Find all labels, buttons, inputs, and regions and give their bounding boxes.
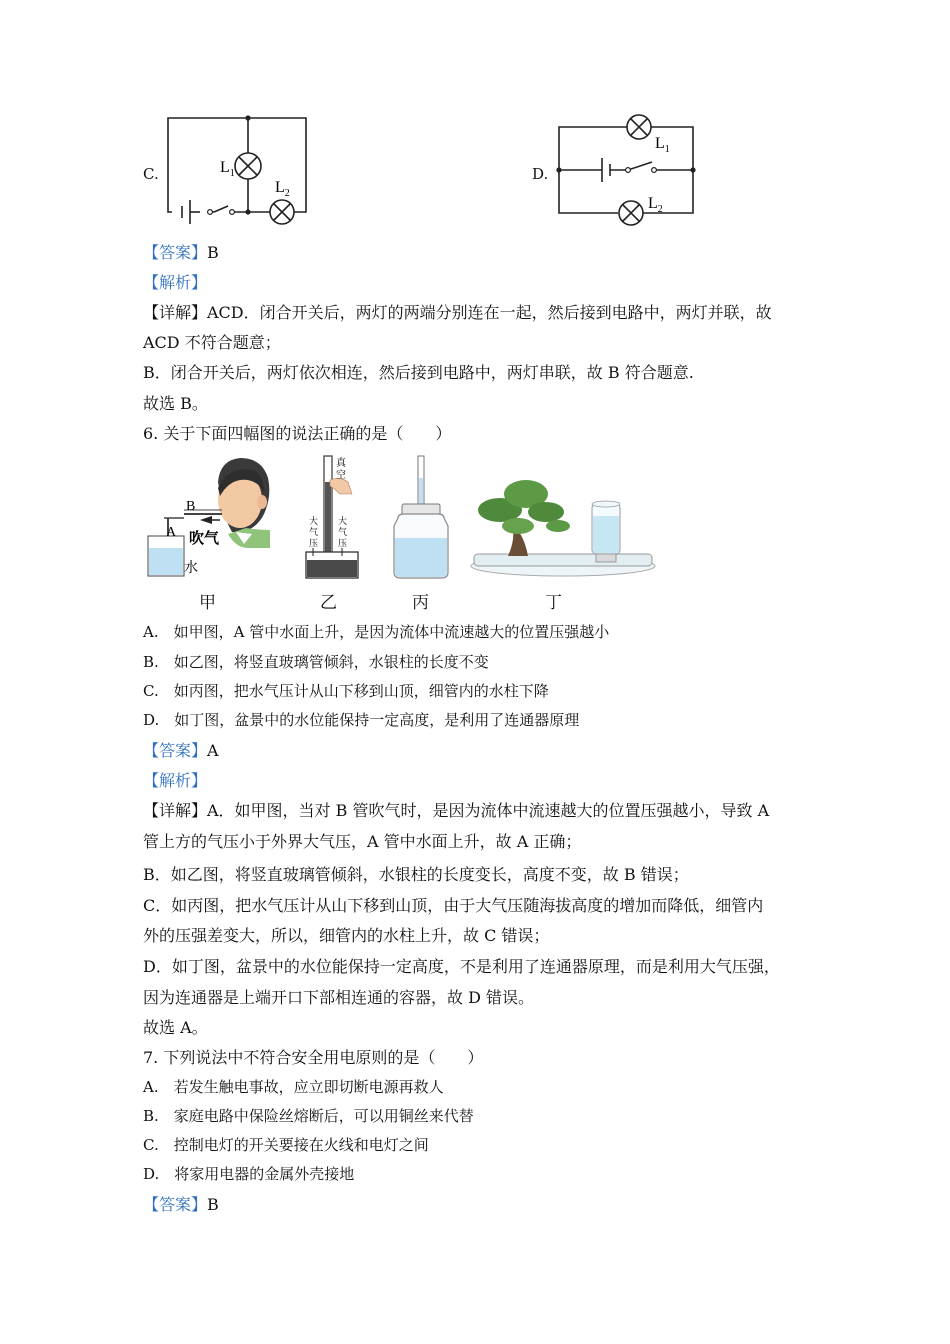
q6-detail-line-1: 【详解】A．如甲图，当对 B 管吹气时，是因为流体中流速越大的位置压强越小，导致 A — [143, 801, 770, 820]
c-l2-label: $L_2$ — [275, 179, 290, 199]
q6-detail-line-3: B．如乙图，将竖直玻璃管倾斜，水银柱的长度变长，高度不变，故 B 错误； — [143, 865, 689, 884]
jia-b-label: B — [186, 499, 196, 514]
q6-answer-line — [143, 738, 219, 761]
svg-text:气: 气 — [338, 527, 348, 537]
q7-option-c: C. 控制电灯的开关要接在火线和电灯之间 — [143, 1136, 429, 1154]
q7-option-a: A. 若发生触电事故，应立即切断电源再救人 — [143, 1078, 444, 1096]
circuit-diagram-c — [160, 108, 320, 233]
q6-option-d: D. 如丁图，盆景中的水位能保持一定高度，是利用了连通器原理 — [143, 711, 580, 729]
q5-detail-line-3: B．闭合开关后，两灯依次相连，然后接到电路中，两灯串联，故 B 符合题意. — [143, 363, 694, 382]
q7-option-b: B. 家庭电路中保险丝熔断后，可以用铜丝来代替 — [143, 1107, 474, 1125]
caption-ding: 丁 — [545, 593, 562, 613]
yi-atm-right — [338, 515, 347, 548]
c-l1-label: $L_1$ — [220, 159, 235, 179]
q5-answer: B — [207, 243, 219, 262]
jia-a-label: A — [166, 525, 177, 540]
svg-text:大: 大 — [338, 516, 348, 526]
caption-yi: 乙 — [320, 593, 337, 613]
q5-analysis-tag: 【解析】 — [143, 273, 208, 292]
q6-detail-line-5: 外的压强差变大，所以，细管内的水柱上升，故 C 错误； — [143, 926, 550, 945]
caption-bing: 丙 — [412, 593, 429, 613]
figure-yi-torricelli — [300, 452, 365, 582]
svg-text:压: 压 — [338, 538, 348, 548]
q5-conclusion: 故选 B。 — [143, 394, 208, 413]
q6-option-a: A. 如甲图，A 管中水面上升，是因为流体中流速越大的位置压强越小 — [143, 623, 610, 641]
d-l1-label: $L_1$ — [655, 135, 670, 155]
answer-tag: 【答案】 — [143, 741, 208, 760]
q6-option-b: B. 如乙图，将竖直玻璃管倾斜，水银柱的长度不变 — [143, 653, 489, 671]
jia-water-label: 水 — [184, 561, 198, 576]
q6-stem: 6. 关于下面四幅图的说法正确的是（ ） — [143, 424, 452, 443]
option-c-label: C. — [143, 165, 159, 183]
d-l2-label: $L_2$ — [648, 195, 663, 215]
option-d-label: D. — [532, 165, 549, 183]
q5-answer-line — [143, 240, 219, 263]
yi-atm-left — [309, 515, 318, 548]
svg-text:气: 气 — [309, 527, 319, 537]
yi-vacuum-1: 真 — [336, 458, 346, 469]
caption-jia: 甲 — [199, 593, 216, 613]
q6-detail-line-2: 管上方的气压小于外界大气压，A 管中水面上升，故 A 正确； — [143, 832, 582, 851]
svg-text:大: 大 — [309, 516, 319, 526]
jia-blow-label: 吹气 — [189, 531, 220, 547]
q7-option-d: D. 将家用电器的金属外壳接地 — [143, 1165, 355, 1183]
answer-tag: 【答案】 — [143, 1195, 208, 1214]
q6-analysis-tag: 【解析】 — [143, 771, 208, 790]
figure-jia-blowing-tube — [140, 452, 275, 582]
circuit-diagram-d — [552, 110, 702, 230]
q7-answer: B — [207, 1195, 219, 1214]
figure-ding-bonsai — [468, 468, 658, 580]
q5-detail-line-2: ACD 不符合题意； — [143, 333, 281, 352]
figure-bing-barometer-bottle — [388, 452, 456, 582]
svg-text:压: 压 — [309, 538, 319, 548]
q6-detail-line-6: D．如丁图，盆景中的水位能保持一定高度，不是利用了连通器原理，而是利用大气压强， — [143, 957, 780, 976]
q6-conclusion: 故选 A。 — [143, 1018, 208, 1037]
answer-tag: 【答案】 — [143, 243, 208, 262]
q7-stem: 7. 下列说法中不符合安全用电原则的是（ ） — [143, 1048, 484, 1067]
q5-detail-line-1: 【详解】ACD．闭合开关后，两灯的两端分别连在一起，然后接到电路中，两灯并联，故 — [143, 303, 772, 322]
q6-option-c: C. 如丙图，把水气压计从山下移到山顶，细管内的水柱下降 — [143, 682, 549, 700]
q6-detail-line-7: 因为连通器是上端开口下部相连通的容器，故 D 错误。 — [143, 988, 535, 1007]
q6-answer: A — [207, 741, 219, 760]
q7-answer-line — [143, 1192, 219, 1215]
q6-detail-line-4: C．如丙图，把水气压计从山下移到山顶，由于大气压随海拔高度的增加而降低，细管内 — [143, 896, 764, 915]
yi-vacuum-2: 空 — [336, 470, 346, 481]
